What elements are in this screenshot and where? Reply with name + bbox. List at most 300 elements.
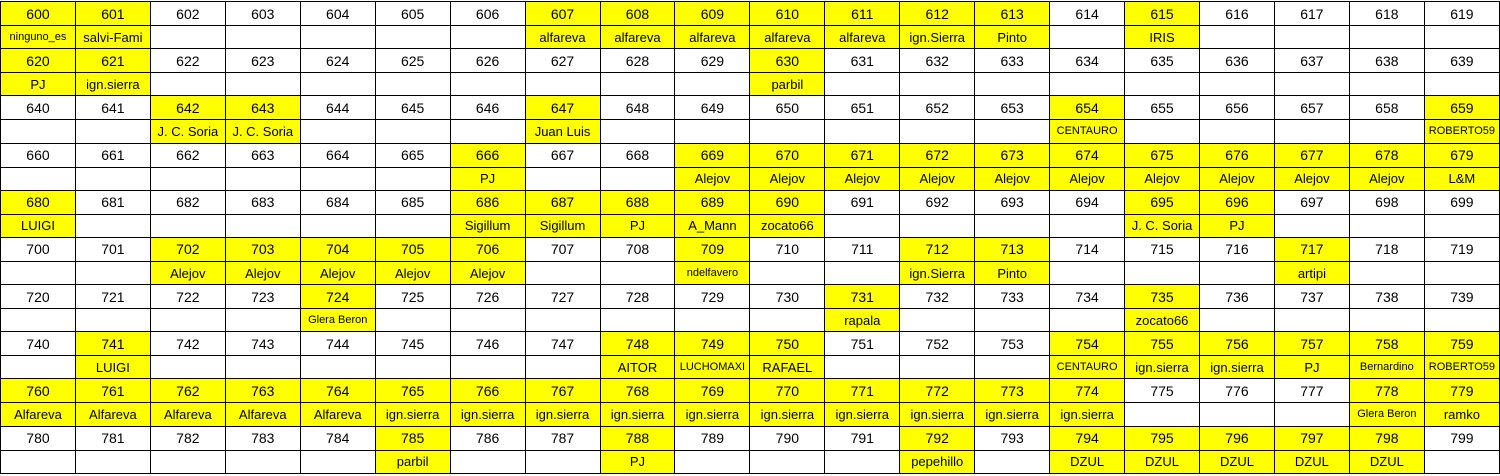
number-cell[interactable]: 745 — [375, 332, 450, 356]
name-cell[interactable]: zocato66 — [750, 214, 825, 237]
number-cell[interactable]: 642 — [150, 96, 225, 120]
number-cell[interactable]: 623 — [225, 49, 300, 73]
name-cell[interactable] — [75, 120, 150, 143]
number-cell[interactable]: 607 — [525, 2, 600, 26]
number-cell[interactable]: 704 — [300, 237, 375, 261]
number-cell[interactable]: 779 — [1424, 379, 1499, 403]
number-cell[interactable]: 766 — [450, 379, 525, 403]
number-cell[interactable]: 754 — [1050, 332, 1125, 356]
number-cell[interactable]: 724 — [300, 285, 375, 309]
number-cell[interactable]: 645 — [375, 96, 450, 120]
name-cell[interactable] — [600, 73, 675, 96]
number-cell[interactable]: 767 — [525, 379, 600, 403]
name-cell[interactable]: salvi-Fami — [75, 26, 150, 49]
name-cell[interactable] — [1274, 120, 1349, 143]
name-cell[interactable]: ign.sierra — [75, 73, 150, 96]
name-cell[interactable] — [675, 309, 750, 332]
number-cell[interactable]: 608 — [600, 2, 675, 26]
number-cell[interactable]: 612 — [900, 2, 975, 26]
number-cell[interactable]: 791 — [825, 426, 900, 450]
name-cell[interactable] — [900, 120, 975, 143]
name-cell[interactable]: CENTAURO — [1050, 120, 1125, 143]
number-cell[interactable]: 652 — [900, 96, 975, 120]
name-cell[interactable]: Alfareva — [1, 403, 76, 426]
name-cell[interactable]: Alejov — [825, 167, 900, 190]
name-cell[interactable]: ign.sierra — [975, 403, 1050, 426]
name-cell[interactable] — [1125, 120, 1200, 143]
name-cell[interactable] — [375, 309, 450, 332]
name-cell[interactable] — [1050, 26, 1125, 49]
number-cell[interactable]: 629 — [675, 49, 750, 73]
number-cell[interactable]: 782 — [150, 426, 225, 450]
number-cell[interactable]: 714 — [1050, 237, 1125, 261]
name-cell[interactable] — [750, 450, 825, 473]
number-cell[interactable]: 635 — [1125, 49, 1200, 73]
name-cell[interactable] — [900, 73, 975, 96]
name-cell[interactable]: Alejov — [450, 261, 525, 284]
number-cell[interactable]: 701 — [75, 237, 150, 261]
name-cell[interactable]: Alfareva — [150, 403, 225, 426]
number-cell[interactable]: 718 — [1349, 237, 1424, 261]
name-cell[interactable] — [225, 450, 300, 473]
name-cell[interactable] — [1424, 26, 1499, 49]
number-cell[interactable]: 649 — [675, 96, 750, 120]
name-cell[interactable]: Alejov — [300, 261, 375, 284]
name-cell[interactable] — [225, 167, 300, 190]
name-cell[interactable] — [1274, 309, 1349, 332]
number-cell[interactable]: 644 — [300, 96, 375, 120]
name-cell[interactable] — [150, 167, 225, 190]
name-cell[interactable] — [1, 120, 76, 143]
number-cell[interactable]: 737 — [1274, 285, 1349, 309]
number-cell[interactable]: 716 — [1200, 237, 1275, 261]
name-cell[interactable] — [375, 167, 450, 190]
number-cell[interactable]: 708 — [600, 237, 675, 261]
name-cell[interactable]: LUIGI — [1, 214, 76, 237]
name-cell[interactable] — [375, 214, 450, 237]
number-cell[interactable]: 674 — [1050, 143, 1125, 167]
name-cell[interactable] — [375, 73, 450, 96]
number-cell[interactable]: 655 — [1125, 96, 1200, 120]
number-cell[interactable]: 728 — [600, 285, 675, 309]
number-cell[interactable]: 677 — [1274, 143, 1349, 167]
number-cell[interactable]: 725 — [375, 285, 450, 309]
number-cell[interactable]: 699 — [1424, 190, 1499, 214]
name-cell[interactable] — [225, 73, 300, 96]
number-cell[interactable]: 680 — [1, 190, 76, 214]
name-cell[interactable]: CENTAURO — [1050, 356, 1125, 379]
name-cell[interactable] — [225, 26, 300, 49]
number-cell[interactable]: 615 — [1125, 2, 1200, 26]
number-cell[interactable]: 763 — [225, 379, 300, 403]
name-cell[interactable]: ign.sierra — [1200, 356, 1275, 379]
name-cell[interactable]: DZUL — [1125, 450, 1200, 473]
name-cell[interactable] — [1200, 261, 1275, 284]
name-cell[interactable]: parbil — [375, 450, 450, 473]
number-cell[interactable]: 726 — [450, 285, 525, 309]
number-cell[interactable]: 702 — [150, 237, 225, 261]
name-cell[interactable]: alfareva — [675, 26, 750, 49]
number-cell[interactable]: 660 — [1, 143, 76, 167]
number-cell[interactable]: 738 — [1349, 285, 1424, 309]
name-cell[interactable] — [600, 309, 675, 332]
number-cell[interactable]: 785 — [375, 426, 450, 450]
name-cell[interactable] — [1050, 73, 1125, 96]
number-cell[interactable]: 601 — [75, 2, 150, 26]
number-cell[interactable]: 631 — [825, 49, 900, 73]
name-cell[interactable] — [900, 214, 975, 237]
name-cell[interactable] — [675, 73, 750, 96]
number-cell[interactable]: 619 — [1424, 2, 1499, 26]
number-cell[interactable]: 790 — [750, 426, 825, 450]
number-cell[interactable]: 713 — [975, 237, 1050, 261]
number-cell[interactable]: 707 — [525, 237, 600, 261]
name-cell[interactable]: Alejov — [675, 167, 750, 190]
name-cell[interactable] — [300, 120, 375, 143]
name-cell[interactable]: Glera Beron — [300, 309, 375, 332]
number-cell[interactable]: 739 — [1424, 285, 1499, 309]
name-cell[interactable] — [525, 309, 600, 332]
name-cell[interactable]: PJ — [600, 214, 675, 237]
name-cell[interactable] — [1349, 73, 1424, 96]
number-cell[interactable]: 751 — [825, 332, 900, 356]
number-cell[interactable]: 689 — [675, 190, 750, 214]
number-cell[interactable]: 693 — [975, 190, 1050, 214]
number-cell[interactable]: 709 — [675, 237, 750, 261]
name-cell[interactable]: ign.sierra — [825, 403, 900, 426]
name-cell[interactable] — [750, 309, 825, 332]
number-cell[interactable]: 741 — [75, 332, 150, 356]
name-cell[interactable]: Alejov — [1200, 167, 1275, 190]
number-cell[interactable]: 659 — [1424, 96, 1499, 120]
number-cell[interactable]: 732 — [900, 285, 975, 309]
name-cell[interactable] — [450, 73, 525, 96]
name-cell[interactable] — [525, 261, 600, 284]
number-cell[interactable]: 778 — [1349, 379, 1424, 403]
number-cell[interactable]: 662 — [150, 143, 225, 167]
number-cell[interactable]: 730 — [750, 285, 825, 309]
name-cell[interactable]: Pinto — [975, 261, 1050, 284]
name-cell[interactable]: PJ — [1274, 356, 1349, 379]
name-cell[interactable]: DZUL — [1349, 450, 1424, 473]
number-cell[interactable]: 729 — [675, 285, 750, 309]
number-cell[interactable]: 663 — [225, 143, 300, 167]
name-cell[interactable] — [1050, 309, 1125, 332]
number-cell[interactable]: 768 — [600, 379, 675, 403]
name-cell[interactable]: Glera Beron — [1349, 403, 1424, 426]
number-cell[interactable]: 742 — [150, 332, 225, 356]
number-cell[interactable]: 648 — [600, 96, 675, 120]
number-cell[interactable]: 624 — [300, 49, 375, 73]
number-cell[interactable]: 692 — [900, 190, 975, 214]
name-cell[interactable] — [75, 167, 150, 190]
number-cell[interactable]: 793 — [975, 426, 1050, 450]
name-cell[interactable] — [375, 356, 450, 379]
name-cell[interactable]: alfareva — [525, 26, 600, 49]
name-cell[interactable] — [1125, 73, 1200, 96]
number-cell[interactable]: 686 — [450, 190, 525, 214]
number-cell[interactable]: 769 — [675, 379, 750, 403]
number-cell[interactable]: 634 — [1050, 49, 1125, 73]
name-cell[interactable] — [900, 356, 975, 379]
name-cell[interactable]: DZUL — [1274, 450, 1349, 473]
number-cell[interactable]: 721 — [75, 285, 150, 309]
number-cell[interactable]: 661 — [75, 143, 150, 167]
name-cell[interactable] — [1349, 120, 1424, 143]
number-cell[interactable]: 747 — [525, 332, 600, 356]
name-cell[interactable]: ign.sierra — [600, 403, 675, 426]
number-cell[interactable]: 665 — [375, 143, 450, 167]
name-cell[interactable] — [1, 356, 76, 379]
name-cell[interactable]: pepehillo — [900, 450, 975, 473]
name-cell[interactable] — [1424, 309, 1499, 332]
number-cell[interactable]: 632 — [900, 49, 975, 73]
number-cell[interactable]: 722 — [150, 285, 225, 309]
number-cell[interactable]: 719 — [1424, 237, 1499, 261]
name-cell[interactable] — [1125, 261, 1200, 284]
name-cell[interactable] — [600, 261, 675, 284]
name-cell[interactable]: J. C. Soria — [1125, 214, 1200, 237]
number-cell[interactable]: 776 — [1200, 379, 1275, 403]
number-cell[interactable]: 669 — [675, 143, 750, 167]
number-cell[interactable]: 735 — [1125, 285, 1200, 309]
name-cell[interactable] — [225, 309, 300, 332]
name-cell[interactable]: J. C. Soria — [225, 120, 300, 143]
name-cell[interactable]: parbil — [750, 73, 825, 96]
number-cell[interactable]: 788 — [600, 426, 675, 450]
number-cell[interactable]: 654 — [1050, 96, 1125, 120]
name-cell[interactable]: DZUL — [1050, 450, 1125, 473]
name-cell[interactable] — [150, 26, 225, 49]
number-cell[interactable]: 695 — [1125, 190, 1200, 214]
name-cell[interactable] — [975, 120, 1050, 143]
name-cell[interactable]: PJ — [1200, 214, 1275, 237]
number-cell[interactable]: 684 — [300, 190, 375, 214]
name-cell[interactable] — [1424, 214, 1499, 237]
number-cell[interactable]: 780 — [1, 426, 76, 450]
name-cell[interactable] — [825, 356, 900, 379]
name-cell[interactable]: Sigillum — [525, 214, 600, 237]
name-cell[interactable] — [450, 356, 525, 379]
number-cell[interactable]: 710 — [750, 237, 825, 261]
name-cell[interactable]: IRIS — [1125, 26, 1200, 49]
name-cell[interactable]: ign.sierra — [1125, 356, 1200, 379]
name-cell[interactable]: zocato66 — [1125, 309, 1200, 332]
number-cell[interactable]: 626 — [450, 49, 525, 73]
name-cell[interactable] — [975, 214, 1050, 237]
number-cell[interactable]: 679 — [1424, 143, 1499, 167]
name-cell[interactable] — [1274, 26, 1349, 49]
name-cell[interactable] — [600, 167, 675, 190]
number-cell[interactable]: 757 — [1274, 332, 1349, 356]
number-cell[interactable]: 647 — [525, 96, 600, 120]
number-cell[interactable]: 786 — [450, 426, 525, 450]
number-cell[interactable]: 625 — [375, 49, 450, 73]
name-cell[interactable] — [1349, 309, 1424, 332]
number-cell[interactable]: 755 — [1125, 332, 1200, 356]
name-cell[interactable]: ign.sierra — [750, 403, 825, 426]
number-cell[interactable]: 752 — [900, 332, 975, 356]
number-cell[interactable]: 762 — [150, 379, 225, 403]
name-cell[interactable]: Alejov — [150, 261, 225, 284]
number-cell[interactable]: 734 — [1050, 285, 1125, 309]
name-cell[interactable] — [600, 120, 675, 143]
name-cell[interactable] — [1424, 450, 1499, 473]
number-cell[interactable]: 770 — [750, 379, 825, 403]
name-cell[interactable]: Pinto — [975, 26, 1050, 49]
name-cell[interactable] — [975, 356, 1050, 379]
name-cell[interactable] — [150, 356, 225, 379]
number-cell[interactable]: 620 — [1, 49, 76, 73]
name-cell[interactable]: Alejov — [375, 261, 450, 284]
number-cell[interactable]: 792 — [900, 426, 975, 450]
number-cell[interactable]: 760 — [1, 379, 76, 403]
name-cell[interactable] — [825, 120, 900, 143]
name-cell[interactable] — [825, 450, 900, 473]
name-cell[interactable]: ign.sierra — [675, 403, 750, 426]
name-cell[interactable]: Alejov — [1125, 167, 1200, 190]
name-cell[interactable] — [1274, 73, 1349, 96]
name-cell[interactable] — [375, 26, 450, 49]
name-cell[interactable] — [1, 167, 76, 190]
name-cell[interactable]: Alejov — [225, 261, 300, 284]
name-cell[interactable] — [375, 120, 450, 143]
number-cell[interactable]: 717 — [1274, 237, 1349, 261]
number-cell[interactable]: 744 — [300, 332, 375, 356]
name-cell[interactable]: ign.Sierra — [900, 26, 975, 49]
name-cell[interactable] — [300, 450, 375, 473]
name-cell[interactable] — [300, 167, 375, 190]
name-cell[interactable] — [450, 450, 525, 473]
name-cell[interactable] — [975, 73, 1050, 96]
name-cell[interactable]: ign.sierra — [900, 403, 975, 426]
name-cell[interactable] — [1, 261, 76, 284]
name-cell[interactable] — [1200, 26, 1275, 49]
name-cell[interactable]: Alejov — [1349, 167, 1424, 190]
name-cell[interactable] — [825, 73, 900, 96]
number-cell[interactable]: 636 — [1200, 49, 1275, 73]
name-cell[interactable]: LUIGI — [75, 356, 150, 379]
number-cell[interactable]: 698 — [1349, 190, 1424, 214]
name-cell[interactable]: Alejov — [975, 167, 1050, 190]
name-cell[interactable] — [1274, 214, 1349, 237]
number-cell[interactable]: 676 — [1200, 143, 1275, 167]
number-cell[interactable]: 781 — [75, 426, 150, 450]
number-cell[interactable]: 611 — [825, 2, 900, 26]
name-cell[interactable] — [75, 450, 150, 473]
name-cell[interactable] — [1050, 261, 1125, 284]
name-cell[interactable] — [150, 214, 225, 237]
number-cell[interactable]: 621 — [75, 49, 150, 73]
number-cell[interactable]: 777 — [1274, 379, 1349, 403]
number-cell[interactable]: 614 — [1050, 2, 1125, 26]
name-cell[interactable]: PJ — [600, 450, 675, 473]
name-cell[interactable] — [975, 309, 1050, 332]
number-cell[interactable]: 740 — [1, 332, 76, 356]
number-cell[interactable]: 606 — [450, 2, 525, 26]
number-cell[interactable]: 668 — [600, 143, 675, 167]
number-cell[interactable]: 640 — [1, 96, 76, 120]
number-cell[interactable]: 758 — [1349, 332, 1424, 356]
number-cell[interactable]: 637 — [1274, 49, 1349, 73]
number-cell[interactable]: 733 — [975, 285, 1050, 309]
number-cell[interactable]: 628 — [600, 49, 675, 73]
number-cell[interactable]: 600 — [1, 2, 76, 26]
number-cell[interactable]: 646 — [450, 96, 525, 120]
number-cell[interactable]: 749 — [675, 332, 750, 356]
number-cell[interactable]: 750 — [750, 332, 825, 356]
name-cell[interactable] — [300, 356, 375, 379]
name-cell[interactable]: AITOR — [600, 356, 675, 379]
number-cell[interactable]: 602 — [150, 2, 225, 26]
name-cell[interactable]: PJ — [450, 167, 525, 190]
name-cell[interactable] — [525, 167, 600, 190]
name-cell[interactable] — [1, 309, 76, 332]
name-cell[interactable] — [1200, 403, 1275, 426]
number-cell[interactable]: 761 — [75, 379, 150, 403]
name-cell[interactable]: ign.Sierra — [900, 261, 975, 284]
name-cell[interactable]: ign.sierra — [1050, 403, 1125, 426]
name-cell[interactable] — [450, 26, 525, 49]
number-cell[interactable]: 773 — [975, 379, 1050, 403]
name-cell[interactable] — [300, 26, 375, 49]
name-cell[interactable] — [1349, 26, 1424, 49]
number-cell[interactable]: 675 — [1125, 143, 1200, 167]
number-cell[interactable]: 657 — [1274, 96, 1349, 120]
number-cell[interactable]: 671 — [825, 143, 900, 167]
number-cell[interactable]: 774 — [1050, 379, 1125, 403]
name-cell[interactable] — [1, 450, 76, 473]
name-cell[interactable]: alfareva — [600, 26, 675, 49]
number-cell[interactable]: 795 — [1125, 426, 1200, 450]
name-cell[interactable] — [525, 356, 600, 379]
name-cell[interactable]: A_Mann — [675, 214, 750, 237]
name-cell[interactable]: ROBERTO59 — [1424, 356, 1499, 379]
number-cell[interactable]: 630 — [750, 49, 825, 73]
name-cell[interactable] — [900, 309, 975, 332]
name-cell[interactable] — [300, 214, 375, 237]
number-cell[interactable]: 706 — [450, 237, 525, 261]
number-cell[interactable]: 604 — [300, 2, 375, 26]
number-cell[interactable]: 622 — [150, 49, 225, 73]
number-cell[interactable]: 656 — [1200, 96, 1275, 120]
number-cell[interactable]: 775 — [1125, 379, 1200, 403]
name-cell[interactable] — [150, 309, 225, 332]
number-cell[interactable]: 787 — [525, 426, 600, 450]
name-cell[interactable] — [825, 214, 900, 237]
name-cell[interactable] — [300, 73, 375, 96]
number-cell[interactable]: 753 — [975, 332, 1050, 356]
name-cell[interactable]: Alfareva — [75, 403, 150, 426]
name-cell[interactable] — [450, 120, 525, 143]
number-cell[interactable]: 696 — [1200, 190, 1275, 214]
number-cell[interactable]: 641 — [75, 96, 150, 120]
name-cell[interactable] — [675, 450, 750, 473]
name-cell[interactable] — [1349, 214, 1424, 237]
name-cell[interactable] — [450, 309, 525, 332]
number-cell[interactable]: 697 — [1274, 190, 1349, 214]
number-cell[interactable]: 666 — [450, 143, 525, 167]
number-cell[interactable]: 764 — [300, 379, 375, 403]
number-cell[interactable]: 627 — [525, 49, 600, 73]
name-cell[interactable] — [1424, 261, 1499, 284]
name-cell[interactable] — [1200, 73, 1275, 96]
name-cell[interactable] — [525, 450, 600, 473]
number-cell[interactable]: 609 — [675, 2, 750, 26]
number-cell[interactable]: 678 — [1349, 143, 1424, 167]
name-cell[interactable]: Alejov — [900, 167, 975, 190]
number-cell[interactable]: 736 — [1200, 285, 1275, 309]
